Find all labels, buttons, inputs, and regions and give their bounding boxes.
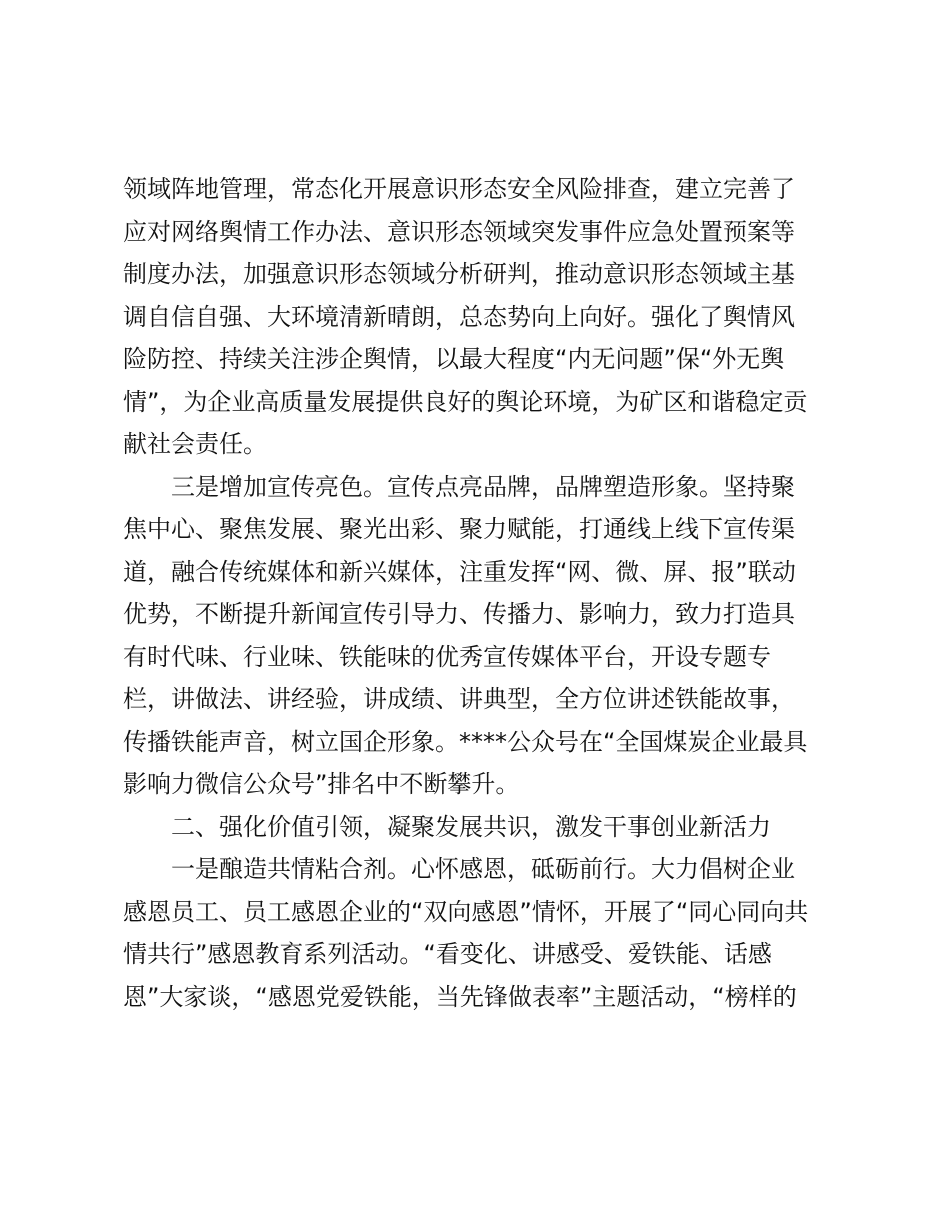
text-line: 优势，不断提升新闻宣传引导力、传播力、影响力，致力打造具: [123, 600, 795, 628]
text-line: 险防控、持续关注涉企舆情，以最大程度“内无问题”保“外无舆: [123, 345, 785, 373]
text-line: 焦中心、聚焦发展、聚光出彩、聚力赋能，打通线上线下宣传渠: [123, 515, 795, 543]
text-line: 调自信自强、大环境清新晴朗，总态势向上向好。强化了舆情风: [123, 302, 795, 331]
text-line: 领域阵地管理，常态化开展意识形态安全风险排查，建立完善了: [123, 175, 795, 203]
text-line: 情”，为企业高质量发展提供良好的舆论环境，为矿区和谐稳定贡: [123, 387, 808, 416]
section-heading: 二、强化价值引领，凝聚发展共识，激发干事创业新活力: [171, 812, 771, 841]
paragraph-start-line: 三是增加宣传亮色。宣传点亮品牌，品牌塑造形象。坚持聚: [171, 472, 795, 501]
text-line: 影响力微信公众号”排名中不断攀升。: [123, 770, 520, 798]
text-line: 献社会责任。: [123, 430, 267, 458]
text-line: 传播铁能声音，树立国企形象。****公众号在“全国煤炭企业最具: [123, 727, 808, 756]
body-text: [123, 168, 835, 1018]
text-line: 恩”大家谈，“感恩党爱铁能，当先锋做表率”主题活动，“榜样的: [123, 982, 797, 1011]
text-line: 制度办法，加强意识形态领域分析研判，推动意识形态领域主基: [123, 260, 795, 288]
text-line: 栏，讲做法、讲经验，讲成绩、讲典型，全方位讲述铁能故事，: [123, 685, 795, 713]
text-line: 有时代味、行业味、铁能味的优秀宣传媒体平台，开设专题专: [123, 642, 771, 671]
text-line: 感恩员工、员工感恩企业的“双向感恩”情怀，开展了“同心同向共: [123, 897, 809, 926]
text-line: 情共行”感恩教育系列活动。“看变化、讲感受、爱铁能、话感: [123, 940, 772, 968]
text-line: 应对网络舆情工作办法、意识形态领域突发事件应急处置预案等: [123, 217, 795, 246]
paragraph-start-line: 一是酿造共情粘合剂。心怀感恩，砥砺前行。大力倡树企业: [171, 855, 795, 883]
text-line: 道，融合传统媒体和新兴媒体，注重发挥“网、微、屏、报”联动: [123, 557, 796, 586]
